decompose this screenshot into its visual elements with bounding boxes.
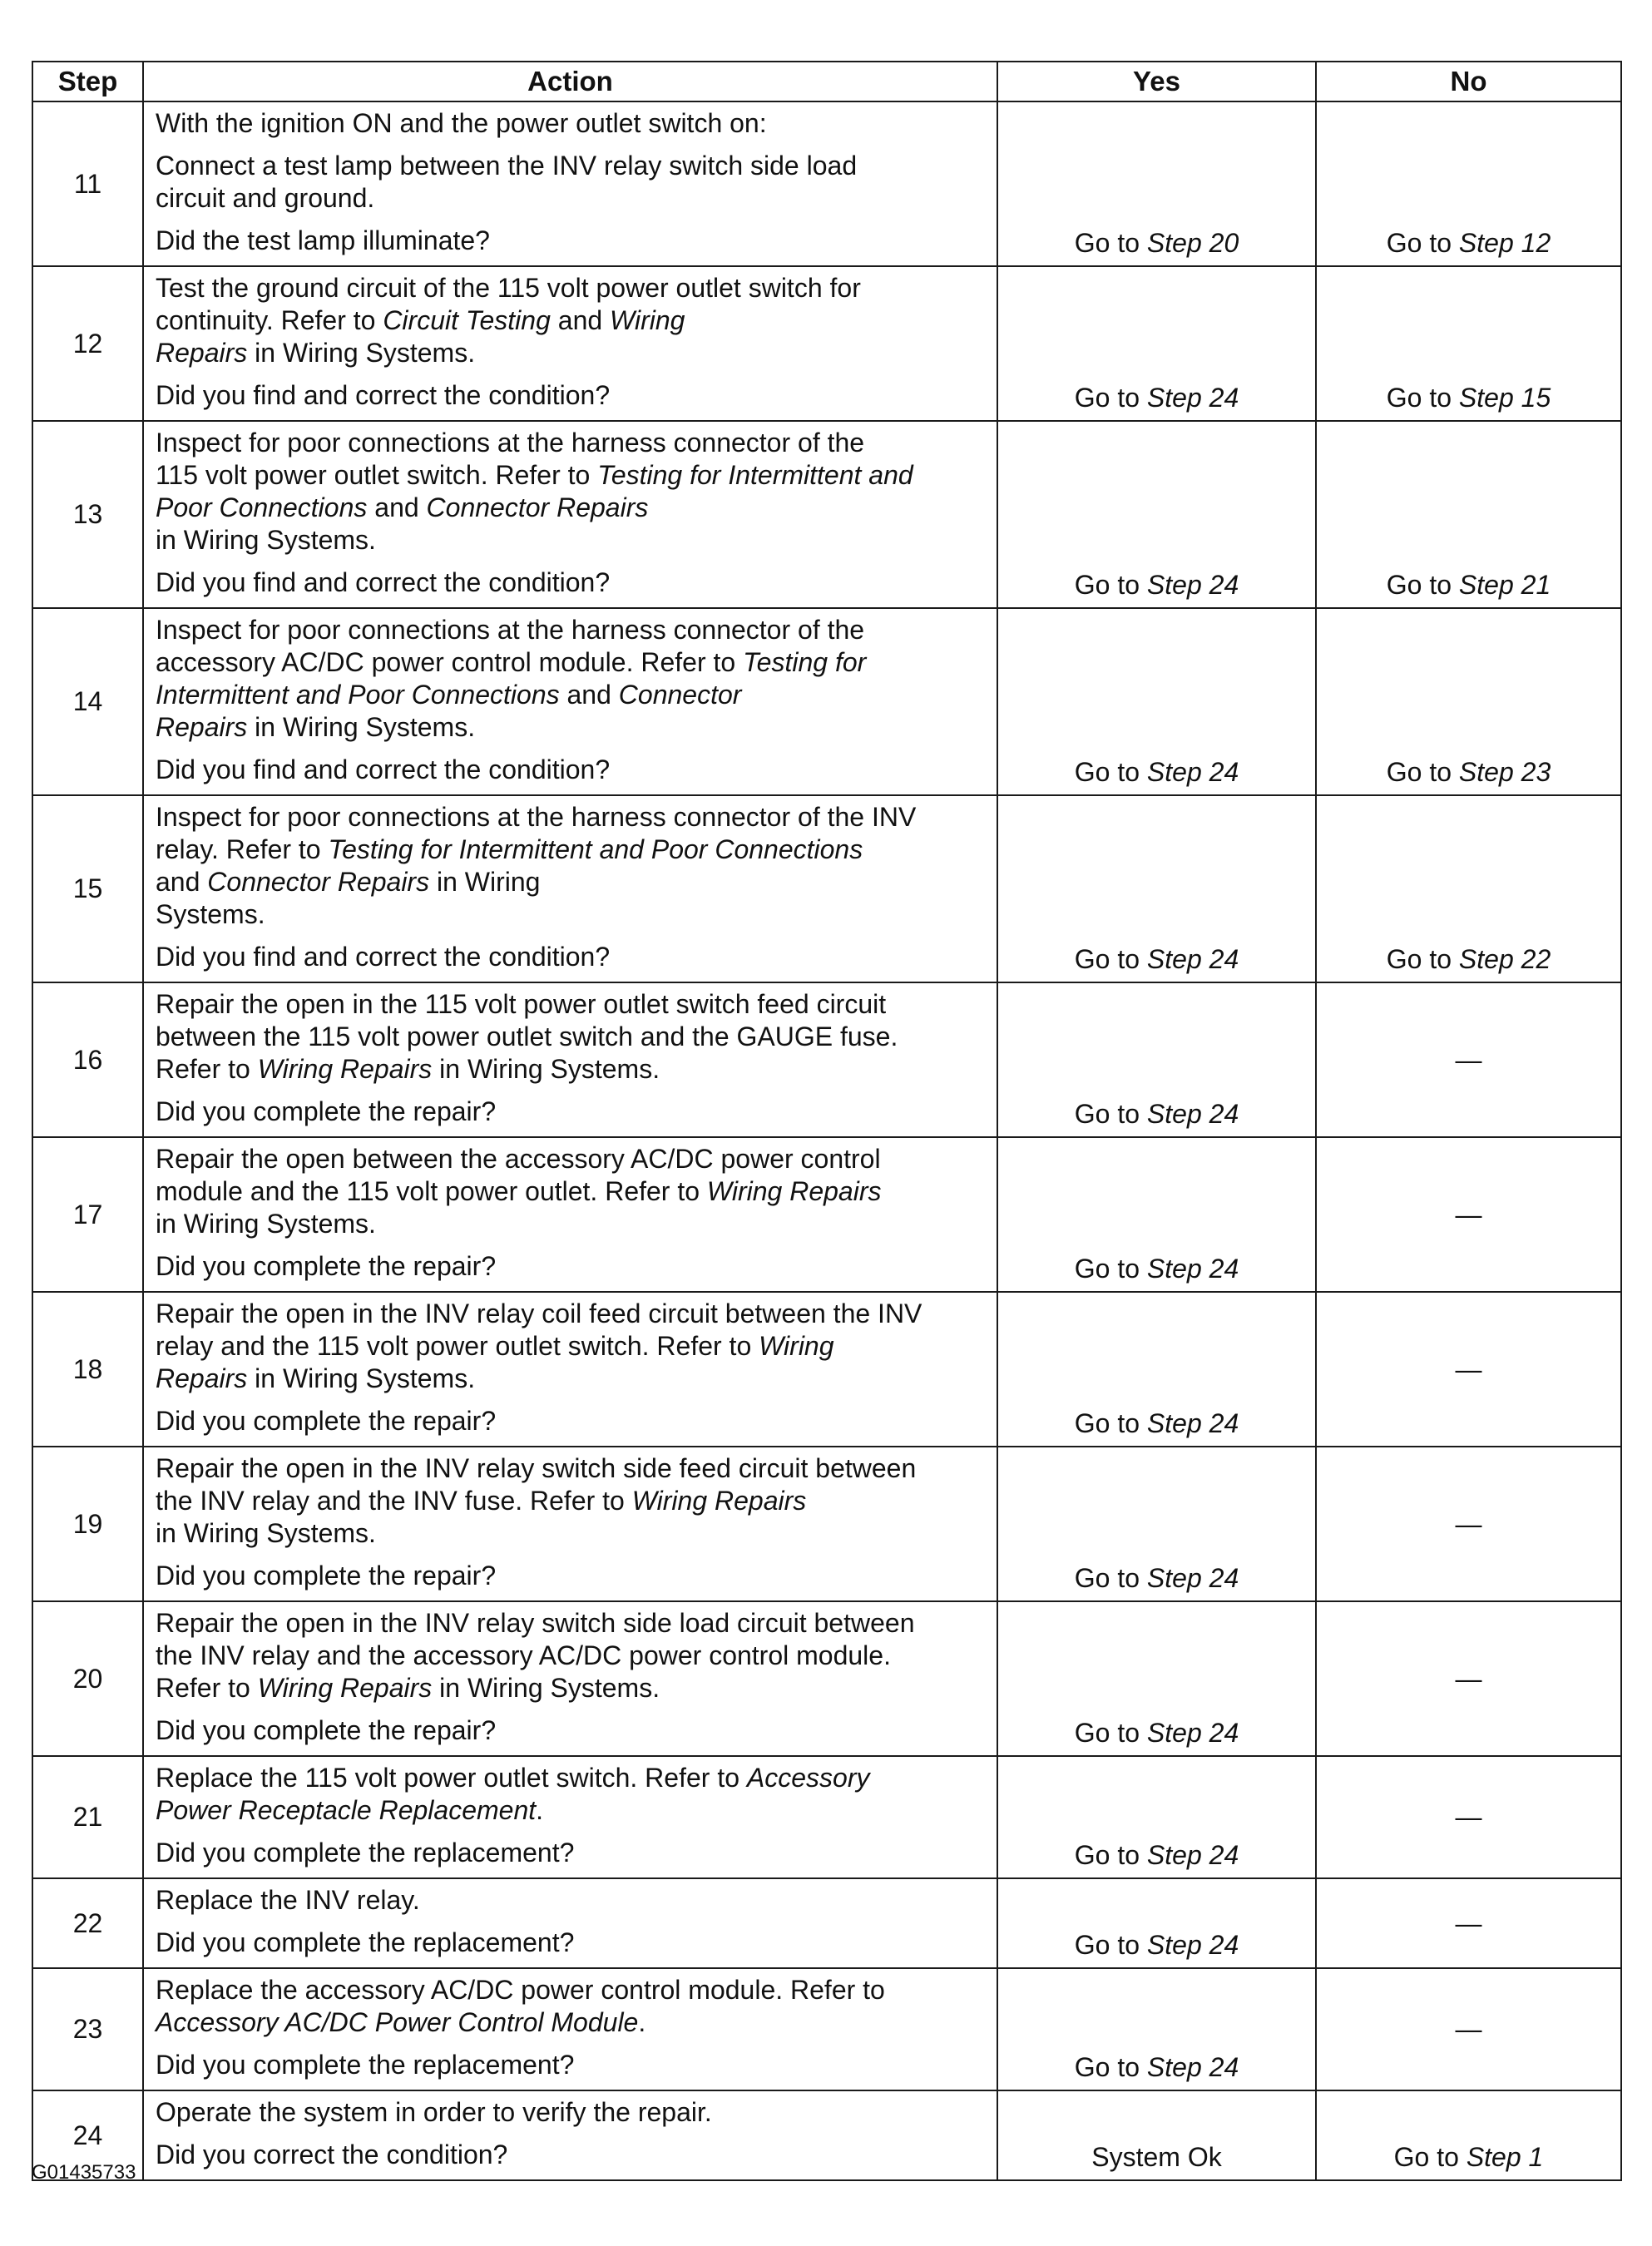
text-segment: Go to [1074, 228, 1147, 258]
action-cell [143, 1968, 997, 2090]
action-cell [143, 266, 997, 421]
action-line [156, 1208, 988, 1240]
reference-text: Wiring Repairs [257, 1054, 433, 1084]
reference-text: Repairs [156, 338, 248, 368]
yes-result [997, 1447, 1316, 1601]
reference-text: Step 24 [1146, 1840, 1239, 1870]
action-line [156, 182, 988, 215]
step-number: 19 [32, 1447, 143, 1601]
text-segment: 115 volt power outlet switch. Refer to [156, 460, 598, 490]
text-segment: Repair the open in the 115 volt power outlet switch feed circuit [156, 989, 887, 1019]
figure-id: G01435733 [32, 2161, 136, 2184]
reference-text: Connector Repairs [207, 867, 430, 897]
text-segment: Go to [1386, 944, 1459, 974]
text-segment: Go to [1386, 570, 1459, 600]
reference-text: Poor Connections [156, 492, 368, 522]
reference-text: Step 24 [1146, 1718, 1239, 1748]
reference-text: Step 1 [1466, 2142, 1544, 2172]
action-question: Did you complete the repair? [156, 1096, 497, 1126]
action-line [156, 524, 988, 557]
yes-result [997, 608, 1316, 795]
text-segment: Refer to [156, 1054, 258, 1084]
yes-result [997, 1601, 1316, 1756]
action-question: Did you complete the replacement? [156, 1838, 575, 1868]
text-segment: — [1455, 1353, 1482, 1384]
reference-text: Step 24 [1146, 2052, 1239, 2082]
header-no: No [1316, 62, 1621, 101]
reference-text: Repairs [156, 1363, 248, 1393]
text-segment: Go to [1074, 1408, 1147, 1438]
action-cell [143, 608, 997, 795]
text-segment: — [1455, 1199, 1482, 1229]
text-segment: Go to [1074, 1254, 1147, 1284]
action-cell [143, 1292, 997, 1447]
action-line [156, 1053, 988, 1086]
reference-text: Step 24 [1146, 1408, 1239, 1438]
step-number: 21 [32, 1756, 143, 1878]
reference-text: Wiring Repairs [257, 1673, 433, 1703]
table-row [32, 101, 1621, 266]
action-line [156, 272, 988, 304]
header-yes: Yes [997, 62, 1316, 101]
reference-text: Power Receptacle Replacement [156, 1795, 537, 1825]
text-segment: Go to [1074, 1099, 1147, 1129]
text-segment: relay and the 115 volt power outlet switch. Refer to [156, 1331, 759, 1361]
reference-text: Step 24 [1146, 1099, 1239, 1129]
action-cell [143, 1756, 997, 1878]
reference-text: Step 24 [1146, 944, 1239, 974]
text-segment: in Wiring Systems. [156, 1209, 376, 1239]
action-question: Did you find and correct the condition? [156, 754, 611, 784]
reference-text: Step 20 [1146, 228, 1239, 258]
action-line [156, 427, 988, 459]
reference-text: Step 24 [1146, 383, 1239, 413]
text-segment: in Wiring Systems. [432, 1054, 660, 1084]
table-row [32, 1447, 1621, 1601]
action-line [156, 866, 988, 898]
reference-text: Step 23 [1458, 757, 1551, 787]
step-number: 22 [32, 1878, 143, 1968]
text-segment: in Wiring Systems. [156, 525, 376, 555]
action-question: Did you correct the condition? [156, 2140, 508, 2169]
text-segment: With the ignition ON and the power outlet switch on: [156, 108, 767, 138]
table-row [32, 1968, 1621, 2090]
yes-result [997, 2090, 1316, 2180]
text-segment: Connect a test lamp between the INV relay switch side load [156, 151, 858, 181]
reference-text: Step 24 [1146, 757, 1239, 787]
no-result [1316, 421, 1621, 608]
action-line [156, 1762, 988, 1794]
text-segment: module and the 115 volt power outlet. Refer to [156, 1176, 707, 1206]
text-segment: Go to [1393, 2142, 1467, 2172]
text-segment: Go to [1386, 757, 1459, 787]
header-step: Step [32, 62, 143, 101]
header-row [32, 62, 1621, 101]
reference-text: Step 22 [1458, 944, 1551, 974]
text-segment: continuity. Refer to [156, 305, 383, 335]
text-segment: Go to [1074, 1563, 1147, 1593]
no-result [1316, 1968, 1621, 2090]
no-result [1316, 1137, 1621, 1292]
action-line [156, 459, 988, 492]
step-number: 16 [32, 982, 143, 1137]
action-line [156, 988, 988, 1021]
text-segment: Go to [1386, 383, 1459, 413]
no-result [1316, 1756, 1621, 1878]
step-number: 17 [32, 1137, 143, 1292]
action-question: Did you find and correct the condition? [156, 942, 611, 972]
text-segment: Replace the INV relay. [156, 1885, 420, 1915]
reference-text: Wiring Repairs [706, 1176, 882, 1206]
step-number: 18 [32, 1292, 143, 1447]
reference-text: Step 24 [1146, 570, 1239, 600]
action-line [156, 1607, 988, 1640]
table-row [32, 982, 1621, 1137]
text-segment: Repair the open in the INV relay coil feed circuit between the INV [156, 1299, 922, 1328]
text-segment: . [536, 1795, 544, 1825]
reference-text: Intermittent and Poor Connections [156, 680, 560, 710]
action-cell [143, 421, 997, 608]
no-result [1316, 982, 1621, 1137]
table-row [32, 1137, 1621, 1292]
header-action: Action [143, 62, 997, 101]
action-line [156, 1517, 988, 1550]
action-line [156, 646, 988, 679]
text-segment: Test the ground circuit of the 115 volt power outlet switch for [156, 273, 861, 303]
text-segment: and [559, 680, 619, 710]
text-segment: — [1455, 2014, 1482, 2044]
no-result [1316, 1292, 1621, 1447]
text-segment: Inspect for poor connections at the harness connector of the INV [156, 802, 917, 832]
reference-text: Wiring [610, 305, 685, 335]
step-number: 23 [32, 1968, 143, 2090]
yes-result [997, 1878, 1316, 1968]
action-line [156, 801, 988, 834]
action-line [156, 1794, 988, 1827]
table-row [32, 608, 1621, 795]
reference-text: Wiring Repairs [631, 1486, 807, 1516]
action-line [156, 1884, 988, 1917]
action-line [156, 2006, 988, 2039]
reference-text: Testing for Intermittent and Poor Connections [328, 834, 863, 864]
action-line [156, 1363, 988, 1395]
reference-text: Connector [618, 680, 742, 710]
action-question: Did you complete the repair? [156, 1561, 497, 1591]
yes-result [997, 421, 1316, 608]
action-cell [143, 1601, 997, 1756]
no-result [1316, 1601, 1621, 1756]
action-line [156, 1021, 988, 1053]
action-question: Did you find and correct the condition? [156, 567, 611, 597]
step-number: 13 [32, 421, 143, 608]
table-row [32, 2090, 1621, 2180]
step-number: 15 [32, 795, 143, 982]
text-segment: Go to [1074, 757, 1147, 787]
yes-result [997, 266, 1316, 421]
action-line [156, 1974, 988, 2006]
reference-text: Accessory AC/DC Power Control Module [156, 2007, 639, 2037]
text-segment: Inspect for poor connections at the harness connector of the [156, 428, 865, 458]
action-line [156, 1330, 988, 1363]
text-segment: the INV relay and the INV fuse. Refer to [156, 1486, 632, 1516]
action-line [156, 337, 988, 369]
no-result [1316, 1878, 1621, 1968]
step-number: 12 [32, 266, 143, 421]
yes-result [997, 1137, 1316, 1292]
text-segment: — [1455, 1907, 1482, 1938]
action-question: Did you complete the replacement? [156, 1927, 575, 1957]
action-line [156, 1452, 988, 1485]
text-segment: Go to [1074, 1718, 1147, 1748]
reference-text: Accessory [746, 1763, 870, 1793]
action-line [156, 1672, 988, 1704]
no-result [1316, 1447, 1621, 1601]
no-result [1316, 608, 1621, 795]
text-segment: in Wiring Systems. [247, 338, 476, 368]
table-row [32, 1878, 1621, 1968]
text-segment: System Ok [1091, 2142, 1222, 2172]
text-segment: and [367, 492, 427, 522]
action-line [156, 1640, 988, 1672]
table-row [32, 1601, 1621, 1756]
action-line [156, 150, 988, 182]
reference-text: Step 24 [1146, 1254, 1239, 1284]
step-number: 24 [32, 2090, 143, 2180]
text-segment: . [638, 2007, 646, 2037]
table-row [32, 421, 1621, 608]
text-segment: Go to [1074, 944, 1147, 974]
text-segment: in Wiring Systems. [247, 712, 476, 742]
action-question: Did you complete the repair? [156, 1251, 497, 1281]
text-segment: Go to [1074, 1930, 1147, 1960]
action-line [156, 898, 988, 931]
step-number: 20 [32, 1601, 143, 1756]
action-cell [143, 101, 997, 266]
action-question: Did you complete the repair? [156, 1406, 497, 1436]
text-segment: in Wiring Systems. [156, 1518, 376, 1548]
text-segment: in Wiring Systems. [247, 1363, 476, 1393]
text-segment: Operate the system in order to verify the repair. [156, 2097, 712, 2127]
text-segment: and [156, 867, 208, 897]
action-line [156, 304, 988, 337]
reference-text: Step 21 [1458, 570, 1551, 600]
table-row [32, 1756, 1621, 1878]
table-row [32, 266, 1621, 421]
reference-text: Testing for [743, 647, 867, 677]
action-question: Did the test lamp illuminate? [156, 225, 490, 255]
text-segment: Go to [1074, 383, 1147, 413]
no-result [1316, 101, 1621, 266]
reference-text: Step 24 [1146, 1930, 1239, 1960]
action-line [156, 834, 988, 866]
action-cell [143, 2090, 997, 2180]
action-line [156, 492, 988, 524]
action-question: Did you complete the repair? [156, 1715, 497, 1745]
text-segment: between the 115 volt power outlet switch and the GAUGE fuse. [156, 1022, 898, 1051]
text-segment: Go to [1074, 570, 1147, 600]
text-segment: Repair the open between the accessory AC/DC power control [156, 1144, 881, 1174]
reference-text: Step 12 [1458, 228, 1551, 258]
reference-text: Step 15 [1458, 383, 1551, 413]
text-segment: Repair the open in the INV relay switch side feed circuit between [156, 1453, 917, 1483]
action-line [156, 711, 988, 744]
text-segment: circuit and ground. [156, 183, 375, 213]
action-cell [143, 1137, 997, 1292]
diagnostic-table [32, 61, 1622, 2181]
action-cell [143, 1878, 997, 1968]
yes-result [997, 1968, 1316, 2090]
text-segment: in Wiring [429, 867, 541, 897]
text-segment: relay. Refer to [156, 834, 329, 864]
action-line [156, 1175, 988, 1208]
action-cell [143, 982, 997, 1137]
table-body [32, 101, 1621, 2180]
action-cell [143, 795, 997, 982]
yes-result [997, 101, 1316, 266]
yes-result [997, 982, 1316, 1137]
text-segment: Go to [1074, 1840, 1147, 1870]
text-segment: accessory AC/DC power control module. Refer to [156, 647, 744, 677]
reference-text: Connector Repairs [426, 492, 649, 522]
step-number: 11 [32, 101, 143, 266]
action-line [156, 107, 988, 140]
text-segment: Go to [1386, 228, 1459, 258]
no-result [1316, 795, 1621, 982]
text-segment: Go to [1074, 2052, 1147, 2082]
text-segment: Inspect for poor connections at the harness connector of the [156, 615, 865, 645]
action-question: Did you complete the replacement? [156, 2050, 575, 2080]
text-segment: and [550, 305, 611, 335]
text-segment: Repair the open in the INV relay switch side load circuit between [156, 1608, 915, 1638]
text-segment: — [1455, 1802, 1482, 1832]
action-line [156, 1485, 988, 1517]
no-result [1316, 266, 1621, 421]
yes-result [997, 1756, 1316, 1878]
step-number: 14 [32, 608, 143, 795]
text-segment: the INV relay and the accessory AC/DC power control module. [156, 1640, 891, 1670]
reference-text: Wiring [759, 1331, 834, 1361]
no-result [1316, 2090, 1621, 2180]
text-segment: — [1455, 1044, 1482, 1075]
reference-text: Testing for Intermittent and [597, 460, 913, 490]
action-line [156, 1143, 988, 1175]
text-segment: — [1455, 1663, 1482, 1694]
table-row [32, 795, 1621, 982]
action-line [156, 1298, 988, 1330]
reference-text: Repairs [156, 712, 248, 742]
action-line [156, 679, 988, 711]
text-segment: in Wiring Systems. [432, 1673, 660, 1703]
reference-text: Circuit Testing [383, 305, 551, 335]
table-row [32, 1292, 1621, 1447]
text-segment: Replace the accessory AC/DC power control module. Refer to [156, 1975, 885, 2005]
action-line [156, 2096, 988, 2129]
reference-text: Step 24 [1146, 1563, 1239, 1593]
yes-result [997, 795, 1316, 982]
action-line [156, 614, 988, 646]
action-cell [143, 1447, 997, 1601]
action-question: Did you find and correct the condition? [156, 380, 611, 410]
text-segment: Replace the 115 volt power outlet switch. Refer to [156, 1763, 747, 1793]
text-segment: — [1455, 1508, 1482, 1539]
text-segment: Systems. [156, 899, 265, 929]
text-segment: Refer to [156, 1673, 258, 1703]
yes-result [997, 1292, 1316, 1447]
